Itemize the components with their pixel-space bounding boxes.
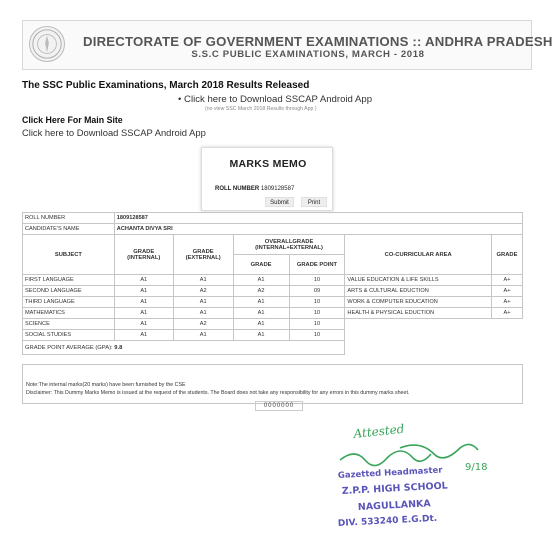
roll-row	[23, 213, 523, 224]
results-released-heading: The SSC Public Examinations, March 2018 Results Released	[22, 80, 310, 91]
co-grade-header: GRADE	[491, 235, 522, 275]
attested-text: Attested	[352, 421, 406, 441]
subject-cell: SCIENCE	[23, 319, 115, 330]
co-area-cell: HEALTH & PHYSICAL EDUCTION	[345, 308, 492, 319]
state-emblem-icon	[29, 26, 65, 62]
grade-internal-cell: A1	[114, 286, 173, 297]
app-note: (no view SSC March 2018 Results through App )	[205, 106, 317, 112]
table-row	[23, 286, 523, 297]
grade-internal-cell: A1	[114, 275, 173, 286]
grade-cell: A2	[233, 286, 289, 297]
notes-section	[22, 364, 523, 404]
signature-icon	[340, 444, 478, 465]
roll-value: 1809128587	[114, 213, 522, 224]
name-value: ACHANTA DIVYA SRI	[114, 224, 522, 235]
signature-date: 9/18	[465, 462, 488, 473]
marks-memo-box	[201, 147, 333, 211]
internal-marks-note: Note:The internal marks(20 marks) have been furnished by the CSE	[26, 382, 186, 388]
co-grade-cell: A+	[491, 297, 522, 308]
attestation-stamp	[330, 418, 530, 533]
header-row-1	[23, 235, 523, 255]
grade-internal-header: GRADE (INTERNAL)	[114, 235, 173, 275]
stamp-line-4: DIV. 533240 E.G.Dt.	[337, 513, 438, 529]
name-row	[23, 224, 523, 235]
grade-internal-cell: A1	[114, 319, 173, 330]
download-app-link[interactable]: • Click here to Download SSCAP Android App	[178, 94, 373, 105]
memo-title: MARKS MEMO	[229, 158, 307, 170]
grade-cell: A1	[233, 319, 289, 330]
table-row	[23, 308, 523, 319]
subject-cell: THIRD LANGUAGE	[23, 297, 115, 308]
co-area-cell: VALUE EDUCATION & LIFE SKILLS	[345, 275, 492, 286]
marks-table	[22, 212, 523, 355]
subject-cell: FIRST LANGUAGE	[23, 275, 115, 286]
co-curricular-header: CO-CURRICULAR AREA	[345, 235, 492, 275]
gpa-value: 9.8	[114, 344, 123, 351]
overall-grade-header: OVERALLGRADE (INTERNAL+EXTERNAL)	[233, 235, 345, 255]
grade-external-cell: A1	[173, 330, 233, 341]
grade-cell: A1	[233, 308, 289, 319]
grade-external-cell: A1	[173, 297, 233, 308]
gpa-row	[23, 341, 523, 355]
subject-cell: MATHEMATICS	[23, 308, 115, 319]
stamp-line-2: Z.P.P. HIGH SCHOOL	[341, 480, 448, 497]
co-grade-cell: A+	[491, 308, 522, 319]
memo-roll-number	[215, 186, 294, 192]
header-title: DIRECTORATE OF GOVERNMENT EXAMINATIONS :: ANDHRA PRADESH	[83, 34, 553, 49]
submit-button[interactable]: Submit	[265, 197, 294, 207]
grade-external-cell: A2	[173, 286, 233, 297]
subject-cell: SECOND LANGUAGE	[23, 286, 115, 297]
grade-point-cell: 10	[289, 319, 345, 330]
grade-external-cell: A1	[173, 275, 233, 286]
stamp-line-1: Gazetted Headmaster	[337, 465, 443, 481]
co-grade-cell: A+	[491, 275, 522, 286]
download-app-link-2[interactable]: Click here to Download SSCAP Android App	[22, 127, 206, 138]
grade-point-cell: 10	[289, 330, 345, 341]
grade-point-cell: 09	[289, 286, 345, 297]
empty-cell	[345, 319, 523, 341]
main-site-link[interactable]: Click Here For Main Site	[22, 115, 123, 125]
grade-point-cell: 10	[289, 308, 345, 319]
subject-header: SUBJECT	[23, 235, 115, 275]
grade-external-cell: A1	[173, 308, 233, 319]
memo-roll-label: ROLL NUMBER	[215, 186, 260, 192]
co-area-cell: WORK & COMPUTER EDUCATION	[345, 297, 492, 308]
table-row	[23, 275, 523, 286]
grade-point-cell: 10	[289, 297, 345, 308]
name-label: CANDIDATE'S NAME	[23, 224, 115, 235]
grade-internal-cell: A1	[114, 297, 173, 308]
stamp-line-3: NAGULLANKA	[357, 498, 432, 513]
grade-internal-cell: A1	[114, 330, 173, 341]
empty-cell	[345, 341, 523, 355]
gpa-label: GRADE POINT AVERAGE (GPA):	[25, 344, 113, 351]
grade-cell: A1	[233, 297, 289, 308]
grade-external-cell: A2	[173, 319, 233, 330]
grade-header: GRADE	[233, 255, 289, 275]
memo-roll-value: 1809128587	[260, 186, 295, 192]
co-grade-cell: A+	[491, 286, 522, 297]
disclaimer-text: Disclaimer: This Dummy Marks Memo is issued at the request of the students. The Board does not take any responsibility for any errors in this dummy marks sheet.	[26, 390, 410, 396]
grade-external-header: GRADE (EXTERNAL)	[173, 235, 233, 275]
print-button[interactable]: Print	[301, 197, 327, 207]
grade-cell: A1	[233, 330, 289, 341]
gpa-cell	[23, 341, 345, 355]
table-row	[23, 297, 523, 308]
grade-point-cell: 10	[289, 275, 345, 286]
header-subtitle: S.S.C PUBLIC EXAMINATIONS, MARCH - 2018	[191, 49, 425, 60]
page-header	[22, 20, 553, 70]
co-area-cell: ARTS & CULTURAL EDUCTION	[345, 286, 492, 297]
roll-label: ROLL NUMBER	[23, 213, 115, 224]
grade-cell: A1	[233, 275, 289, 286]
grade-point-header: GRADE POINT	[289, 255, 345, 275]
table-row	[23, 319, 523, 330]
grade-internal-cell: A1	[114, 308, 173, 319]
memo-code: 0000000	[255, 401, 303, 411]
subject-cell: SOCIAL STUDIES	[23, 330, 115, 341]
